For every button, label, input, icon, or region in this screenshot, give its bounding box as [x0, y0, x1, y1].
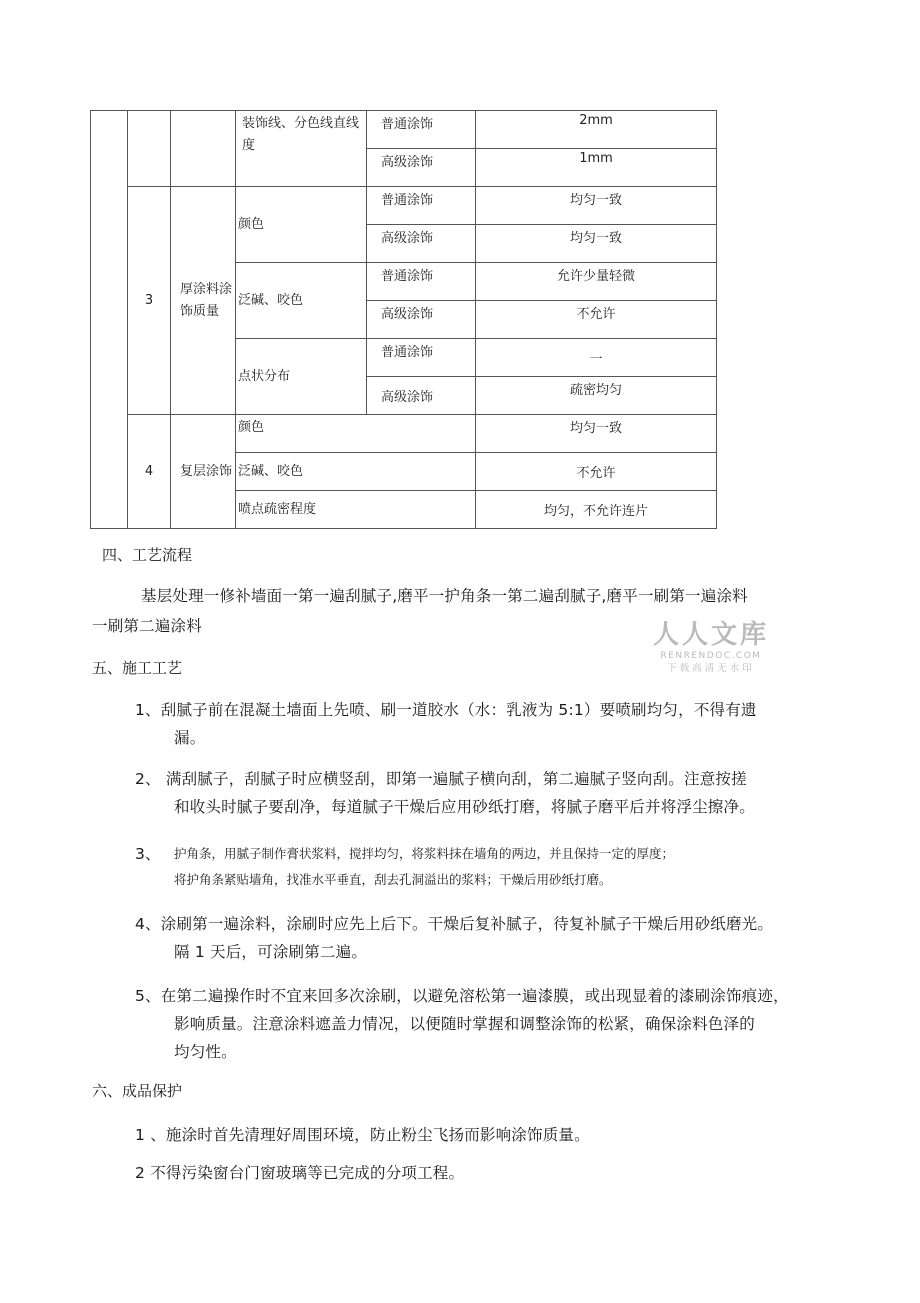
watermark-tagline: 下载高清无水印	[667, 663, 755, 674]
list-item: 5、在第二遍操作时不宜来回多次涂刷，以避免溶松第一遍漆膜，或出现显着的漆刷涂饰痕迹，	[135, 987, 789, 1005]
table-cell-item: 泛碱、咬色	[236, 263, 367, 339]
table-cell-value: 均匀一致	[476, 225, 717, 263]
table-cell-level: 高级涂饰	[367, 149, 476, 187]
list-item-number: 3、	[135, 845, 161, 863]
list-item-continued: 影响质量。注意涂料遮盖力情况，以便随时掌握和调整涂饰的松紧，确保涂料色泽的	[174, 1015, 755, 1033]
list-item: 4、涂刷第一遍涂料，涂刷时应先上后下。干燥后复补腻子，待复补腻子干燥后用砂纸磨光。	[135, 915, 774, 933]
list-item-continued: 隔 1 天后，可涂刷第二遍。	[174, 943, 368, 961]
table-cell-value: 2mm	[476, 111, 717, 149]
table-cell-level: 普通涂饰	[367, 187, 476, 225]
list-item: 1、刮腻子前在混凝土墙面上先喷、刷一道胶水（水：乳液为 5:1）要喷刷均匀，不得有遗	[135, 701, 757, 719]
table-cell-value: 一	[476, 339, 717, 377]
list-item-continued: 均匀性。	[174, 1043, 237, 1061]
table-cell-level: 高级涂饰	[367, 301, 476, 339]
list-item-continued: 漏。	[174, 729, 206, 747]
list-item: 2、 满刮腻子，刮腻子时应横竖刮，即第一遍腻子横向刮，第二遍腻子竖向刮。注意按搓	[135, 770, 747, 788]
section-heading: 六、成品保护	[92, 1082, 183, 1100]
table-cell-value: 均匀，不允许连片	[476, 491, 717, 529]
table-cell-item: 点状分布	[236, 339, 367, 415]
list-item: 1 、施涂时首先清理好周围环境，防止粉尘飞扬而影响涂饰质量。	[135, 1126, 590, 1144]
table-cell-value: 1mm	[476, 149, 717, 187]
paragraph-line: 基层处理一修补墙面一第一遍刮腻子,磨平一护角条一第二遍刮腻子,磨平一刷第一遍涂料	[141, 587, 748, 605]
table-cell-value: 均匀一致	[476, 187, 717, 225]
list-item-continued: 将护角条紧贴墙角，找准水平垂直，刮去孔洞溢出的浆料；干燥后用砂纸打磨。	[174, 872, 612, 887]
table-cell-number: 3	[128, 187, 171, 415]
list-item-continued: 和收头时腻子要刮净，每道腻子干燥后应用砂纸打磨，将腻子磨平后并将浮尘擦净。	[174, 798, 755, 816]
table-cell-level: 普通涂饰	[367, 111, 476, 149]
table-cell-item: 泛碱、咬色	[236, 453, 476, 491]
table-cell-value: 疏密均匀	[476, 377, 717, 415]
paragraph-line: 一刷第二遍涂料	[92, 617, 202, 635]
table-cell-item: 装饰线、分色线直线度	[236, 111, 367, 187]
section-heading: 四、工艺流程	[102, 546, 193, 564]
list-item: 2 不得污染窗台门窗玻璃等已完成的分项工程。	[135, 1164, 465, 1182]
table-cell-number: 4	[128, 415, 171, 529]
section-heading: 五、施工工艺	[92, 659, 183, 677]
table-cell-item: 颜色	[236, 187, 367, 263]
quality-standards-table	[90, 110, 717, 529]
table-cell-value: 不允许	[476, 301, 717, 339]
watermark-title: 人人文库	[652, 620, 769, 650]
table-cell-level: 高级涂饰	[367, 225, 476, 263]
table-cell-level: 高级涂饰	[367, 377, 476, 415]
list-item: 护角条，用腻子制作膏状浆料，搅拌均匀，将浆料抹在墙角的两边，并且保持一定的厚度；	[174, 846, 675, 861]
table-cell-level: 普通涂饰	[367, 339, 476, 377]
table-cell-value: 均匀一致	[476, 415, 717, 453]
table-cell-level: 普通涂饰	[367, 263, 476, 301]
table-cell-item: 喷点疏密程度	[236, 491, 476, 529]
table-row	[91, 415, 717, 453]
table-row	[91, 111, 717, 149]
table-cell-category: 厚涂料涂饰质量	[171, 187, 236, 415]
table-cell-value: 允许少量轻微	[476, 263, 717, 301]
table-cell-value: 不允许	[476, 453, 717, 491]
watermark-domain: RENRENDOC.COM	[660, 651, 762, 661]
table-cell-category: 复层涂饰	[171, 415, 236, 529]
table-cell-item: 颜色	[236, 415, 476, 453]
watermark-logo	[648, 620, 774, 675]
table-row	[91, 187, 717, 225]
